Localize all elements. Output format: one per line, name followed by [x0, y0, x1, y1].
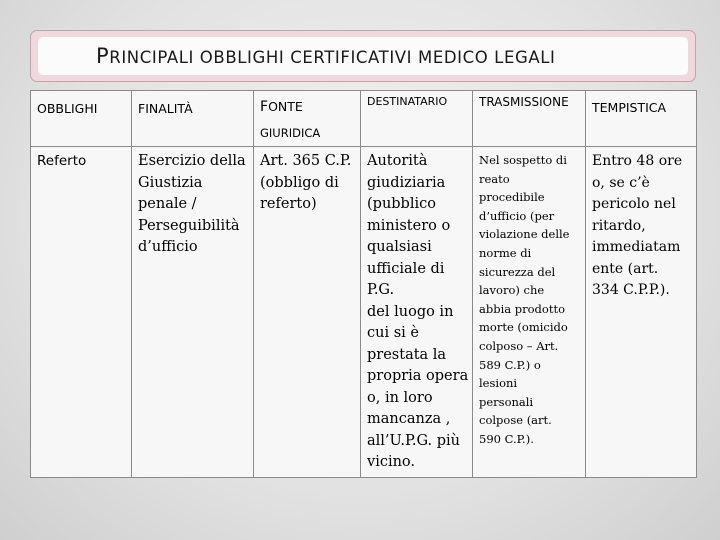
- cell-tempistica: [586, 147, 697, 478]
- header-finalita: FINALITÀ: [132, 91, 254, 147]
- table-row: [31, 147, 697, 478]
- header-fonte-rest: ONTE: [268, 99, 303, 114]
- title-frame: [30, 30, 696, 82]
- cell-fonte: [254, 147, 361, 478]
- header-trasmissione: TRASMISSIONE: [473, 91, 586, 147]
- header-obblighi: OBBLIGHI: [31, 91, 132, 147]
- header-fonte-initial: F: [260, 99, 269, 115]
- header-fonte-giuridica: [254, 91, 361, 147]
- cell-obblighi-text: Referto: [37, 153, 87, 169]
- table-header-row: [31, 91, 697, 147]
- cell-destinatario: [361, 147, 473, 478]
- title-box: [38, 37, 688, 75]
- cell-tempistica-text: Entro 48 ore o, se c’è pericolo nel ritardo, immediatam ente (art. 334 C.P.P.).: [592, 153, 683, 298]
- cell-destinatario-text: Autorità giudiziaria (pubblico ministero o qualsiasi ufficiale di P.G. del luogo in cui si è prestata la propria opera o, in loro mancanza , all’U.P.G. più vicino.: [367, 153, 469, 470]
- title-rest: RINCIPALI OBBLIGHI CERTIFICATIVI MEDICO LEGALI: [109, 48, 556, 67]
- header-destinatario: DESTINATARIO: [361, 91, 473, 147]
- header-tempistica: TEMPISTICA: [586, 91, 697, 147]
- cell-fonte-text: Art. 365 C.P. (obbligo di referto): [260, 153, 352, 212]
- cell-obblighi: [31, 147, 132, 478]
- slide-title: [96, 44, 556, 68]
- title-initial: P: [96, 44, 110, 68]
- obligations-table: [30, 90, 697, 478]
- header-giuridica: GIURIDICA: [260, 126, 321, 140]
- cell-finalita-text: Esercizio della Giustizia penale / Perseguibilità d’ufficio: [138, 153, 246, 255]
- cell-trasmissione-text: Nel sospetto di reato procedibile d’ufficio (per violazione delle norme di sicurezza del lavoro) che abbia prodotto morte (omicido colposo – Art. 589 C.P.) o lesioni personali colpose (art. 590 C.P.).: [479, 153, 570, 446]
- header-fonte: [260, 99, 303, 114]
- cell-finalita: [132, 147, 254, 478]
- cell-trasmissione: [473, 147, 586, 478]
